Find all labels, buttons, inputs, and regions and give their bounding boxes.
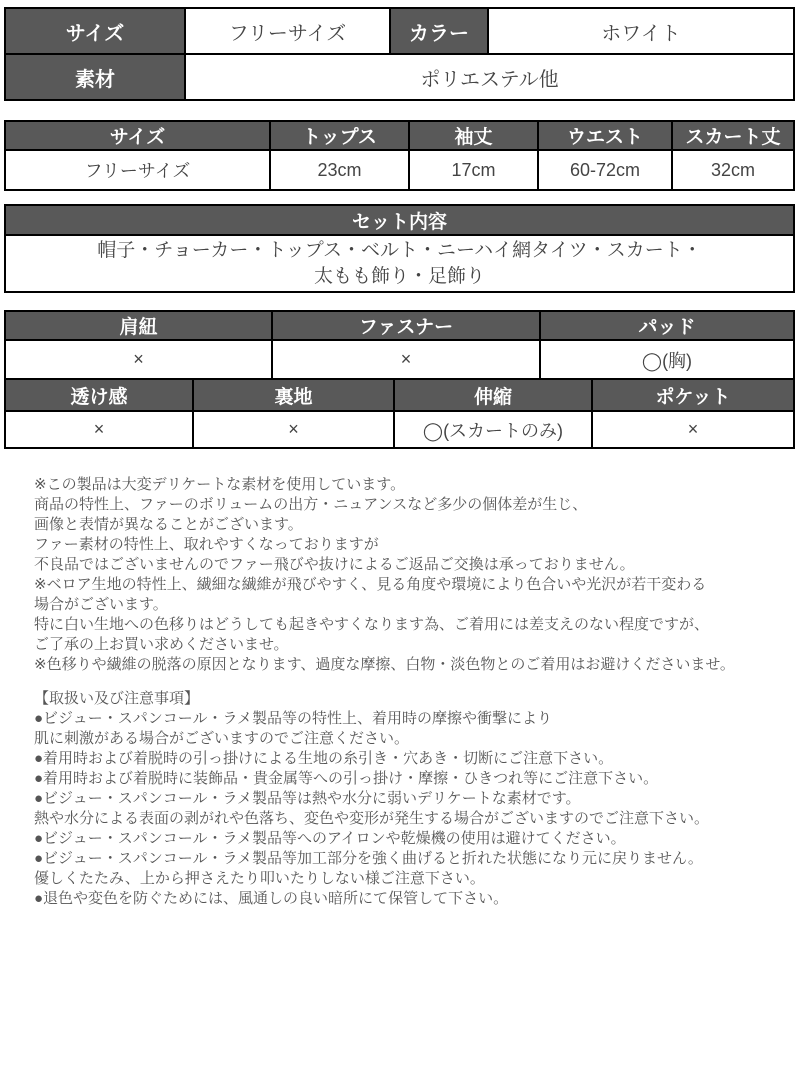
feature-value-pocket: × — [592, 411, 794, 448]
care-line: ●ビジュー・スパンコール・ラメ製品等加工部分を強く曲げると折れた状態になり元に戻りません。 — [34, 850, 703, 867]
care-line: ●退色や変色を防ぐためには、風通しの良い暗所にて保管して下さい。 — [34, 890, 509, 907]
care-line: 熱や水分による表面の剥がれや色落ち、変色や変形が発生する場合がございますのでご注意下さい。 — [34, 810, 710, 827]
features-table-1 — [4, 310, 795, 380]
material-notes — [4, 475, 796, 675]
note-line: 商品の特性上、ファーのボリュームの出方・ニュアンスなど多少の個体差が生じ、 — [34, 496, 588, 513]
feature-header-fastener: ファスナー — [272, 311, 540, 340]
measure-value-waist: 60-72cm — [538, 150, 672, 190]
features-table-2 — [4, 378, 795, 449]
feature-header-sheer: 透け感 — [5, 379, 193, 411]
measure-header-sleeve: 袖丈 — [409, 121, 538, 150]
measure-header-waist: ウエスト — [538, 121, 672, 150]
care-title: 【取扱い及び注意事項】 — [34, 690, 200, 707]
note-line: ※ベロア生地の特性上、繊細な繊維が飛びやすく、見る角度や環境により色合いや光沢が若干変わる — [34, 576, 707, 593]
care-line: ●ビジュー・スパンコール・ラメ製品等の特性上、着用時の摩擦や衝撃により — [34, 710, 553, 727]
measure-header-size: サイズ — [5, 121, 270, 150]
size-label: サイズ — [5, 8, 185, 54]
care-line: ●着用時および着脱時に装飾品・貴金属等への引っ掛け・摩擦・ひきつれ等にご注意下さい。 — [34, 770, 659, 787]
note-line: ※この製品は大変デリケートな素材を使用しています。 — [34, 476, 406, 493]
measurements-table — [4, 120, 795, 191]
note-line: 場合がございます。 — [34, 596, 168, 613]
note-line: 画像と表情が異なることがございます。 — [34, 516, 303, 533]
measure-value-sleeve: 17cm — [409, 150, 538, 190]
set-contents-line2: 太もも飾り・足飾り — [313, 265, 485, 287]
material-value: ポリエステル他 — [185, 54, 794, 100]
feature-value-fastener: × — [272, 340, 540, 379]
care-instructions — [4, 689, 796, 909]
measure-header-tops: トップス — [270, 121, 409, 150]
feature-value-lining: × — [193, 411, 394, 448]
care-line: ●ビジュー・スパンコール・ラメ製品等は熱や水分に弱いデリケートな素材です。 — [34, 790, 581, 807]
set-contents-table — [4, 204, 795, 293]
material-label: 素材 — [5, 54, 185, 100]
size-value: フリーサイズ — [185, 8, 390, 54]
set-contents-line1: 帽子・チョーカー・トップス・ベルト・ニーハイ網タイツ・スカート・ — [97, 239, 702, 261]
measure-header-skirt: スカート丈 — [672, 121, 794, 150]
color-value: ホワイト — [488, 8, 794, 54]
feature-value-straps: × — [5, 340, 272, 379]
feature-header-lining: 裏地 — [193, 379, 394, 411]
feature-value-stretch: ◯(スカートのみ) — [394, 411, 592, 448]
measure-value-skirt: 32cm — [672, 150, 794, 190]
feature-header-straps: 肩紐 — [5, 311, 272, 340]
care-line: ●着用時および着脱時の引っ掛けによる生地の糸引き・穴あき・切断にご注意下さい。 — [34, 750, 614, 767]
note-line: 不良品ではございませんのでファー飛びや抜けによるご返品ご交換は承っておりません。 — [34, 556, 635, 573]
feature-value-pad: ◯(胸) — [540, 340, 794, 379]
note-line: ファー素材の特性上、取れやすくなっておりますが — [34, 536, 379, 553]
measure-value-tops: 23cm — [270, 150, 409, 190]
size-color-material-table — [4, 7, 795, 101]
care-line: ●ビジュー・スパンコール・ラメ製品等へのアイロンや乾燥機の使用は避けてください。 — [34, 830, 626, 847]
feature-value-sheer: × — [5, 411, 193, 448]
color-label: カラー — [390, 8, 488, 54]
feature-header-stretch: 伸縮 — [394, 379, 592, 411]
care-line: 優しくたたみ、上から押さえたり叩いたりしない様ご注意下さい。 — [34, 870, 485, 887]
note-line: 特に白い生地への色移りはどうしても起きやすくなります為、ご着用には差支えのない程度ですが、 — [34, 616, 710, 633]
measure-value-size: フリーサイズ — [5, 150, 270, 190]
feature-header-pad: パッド — [540, 311, 794, 340]
care-line: 肌に刺激がある場合がございますのでご注意ください。 — [34, 730, 410, 747]
note-line: ※色移りや繊維の脱落の原因となります、過度な摩擦、白物・淡色物とのご着用はお避けくださいませ。 — [34, 656, 735, 673]
note-line: ご了承の上お買い求めくださいませ。 — [34, 636, 289, 653]
set-contents-value — [5, 235, 794, 292]
set-contents-header: セット内容 — [5, 205, 794, 235]
feature-header-pocket: ポケット — [592, 379, 794, 411]
